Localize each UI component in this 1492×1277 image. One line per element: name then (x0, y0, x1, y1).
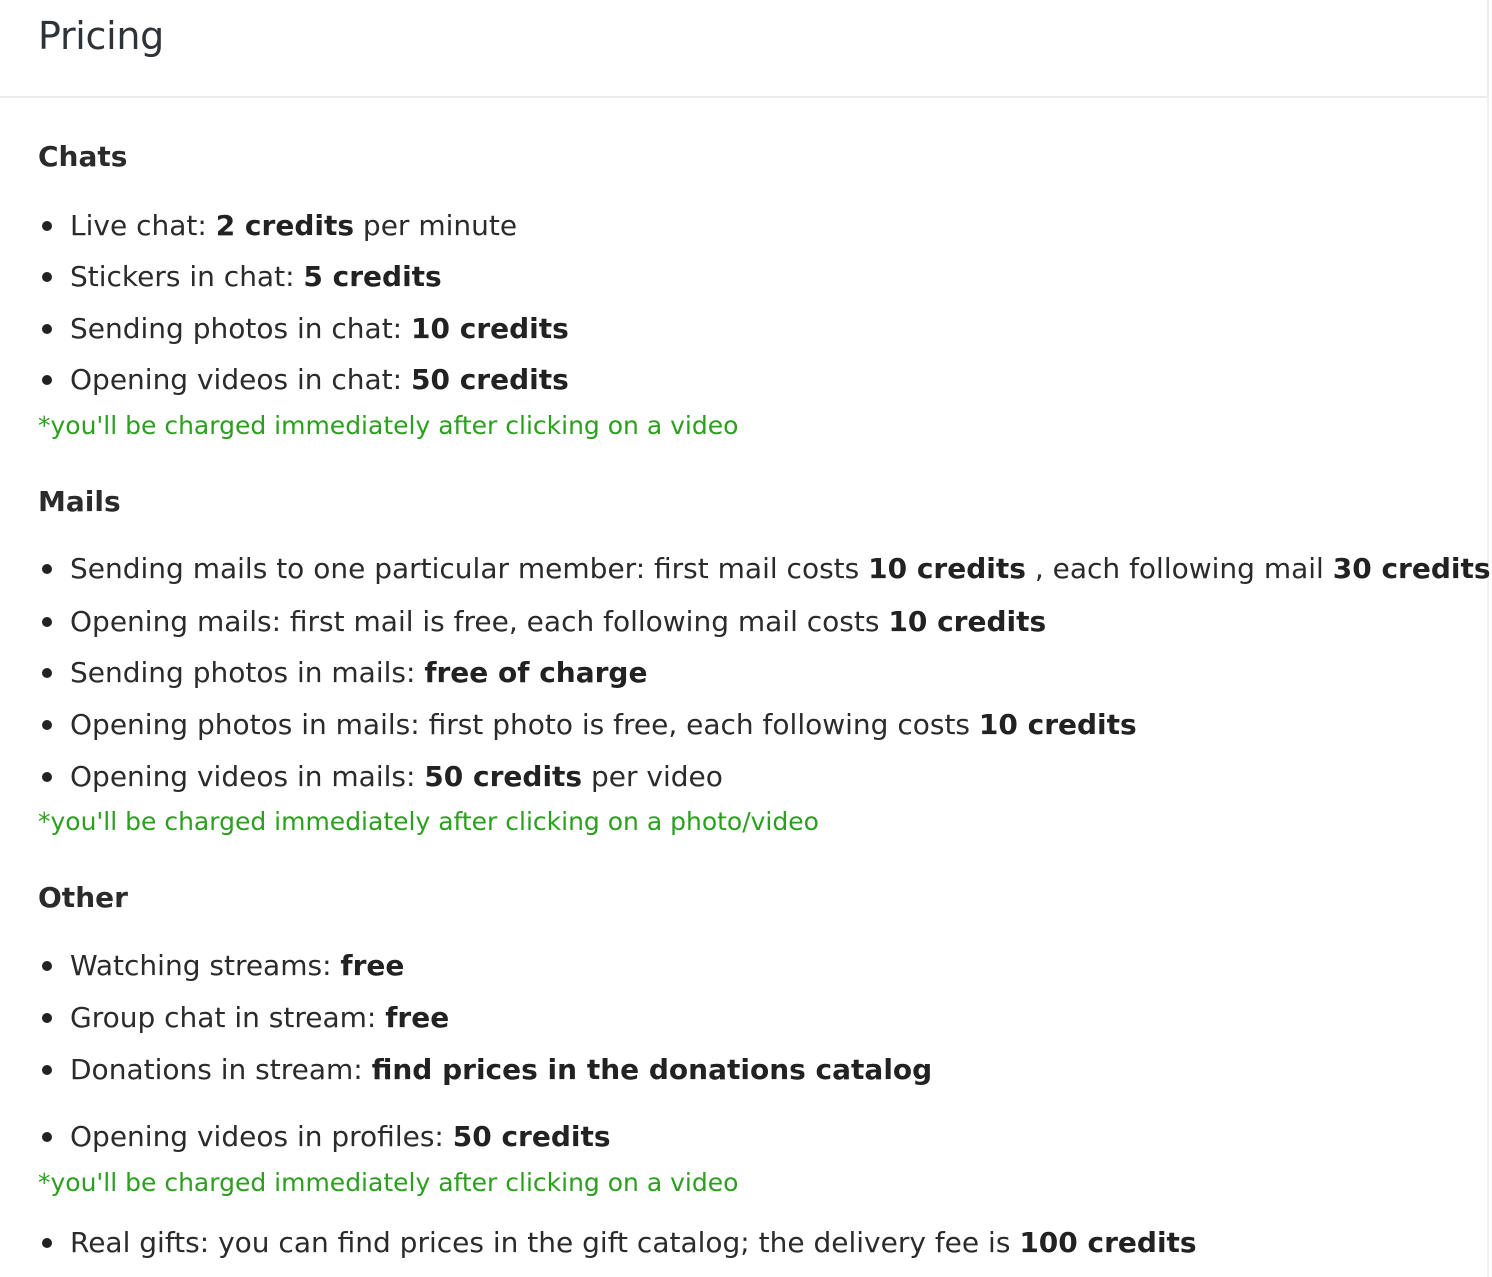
item-price-following: 30 credits (1332, 552, 1491, 585)
item-label: Opening mails: first mail is free, each following mail costs (70, 605, 889, 638)
bullet-icon (42, 1013, 52, 1023)
bullet-icon (42, 1132, 52, 1142)
item-label: Donations in stream: (70, 1053, 372, 1086)
item-price: 100 credits (1019, 1226, 1197, 1259)
item-label: Group chat in stream: (70, 1001, 386, 1034)
item-price: 50 credits (424, 760, 583, 793)
item-price: 10 credits (868, 552, 1026, 585)
item-suffix: per video (582, 760, 723, 793)
bullet-icon (42, 961, 52, 971)
bullet-icon (42, 375, 52, 385)
item-price: 50 credits (411, 363, 569, 396)
item-price: 50 credits (452, 1120, 611, 1153)
item-price: 10 credits (411, 312, 569, 345)
item-price: free (340, 949, 405, 982)
item-price: find prices in the donations catalog (371, 1053, 933, 1086)
item-label: Opening photos in mails: first photo is free, each following costs (70, 708, 979, 741)
bullet-icon (42, 668, 52, 678)
item-middle: , each following mail (1025, 552, 1333, 585)
item-price: free (385, 1001, 450, 1034)
page-header (0, 0, 1489, 98)
item-price: 5 credits (303, 260, 442, 293)
section-title-mails: Mails (38, 485, 121, 518)
mails-note: *you'll be charged immediately after clicking on a photo/video (38, 807, 819, 836)
item-price: 10 credits (888, 605, 1047, 638)
bullet-icon (42, 221, 52, 231)
item-label: Opening videos in profiles: (70, 1120, 453, 1153)
bullet-icon (42, 617, 52, 627)
item-price: free of charge (424, 656, 648, 689)
item-suffix: per minute (354, 209, 518, 242)
item-label: Live chat: (70, 209, 216, 242)
item-label: Real gifts: you can find prices in the gift catalog; the delivery fee is (70, 1226, 1020, 1259)
bullet-icon (42, 1065, 52, 1075)
item-label: Stickers in chat: (70, 260, 304, 293)
chats-note: *you'll be charged immediately after clicking on a video (38, 411, 739, 440)
item-label: Sending mails to one particular member: first mail costs (70, 552, 869, 585)
item-price: 10 credits (978, 708, 1137, 741)
bullet-icon (42, 772, 52, 782)
item-label: Watching streams: (70, 949, 341, 982)
item-label: Sending photos in mails: (70, 656, 425, 689)
bullet-icon (42, 272, 52, 282)
item-price: 2 credits (215, 209, 355, 242)
bullet-icon (42, 1238, 52, 1248)
other-note: *you'll be charged immediately after clicking on a video (38, 1168, 739, 1197)
page-title: Pricing (38, 14, 164, 58)
item-label: Opening videos in mails: (70, 760, 425, 793)
content-divider (1487, 98, 1489, 1277)
item-label: Opening videos in chat: (70, 363, 411, 396)
section-title-chats: Chats (38, 140, 128, 173)
item-label: Sending photos in chat: (70, 312, 412, 345)
bullet-icon (42, 720, 52, 730)
section-title-other: Other (38, 881, 128, 914)
bullet-icon (42, 564, 52, 574)
bullet-icon (42, 324, 52, 334)
